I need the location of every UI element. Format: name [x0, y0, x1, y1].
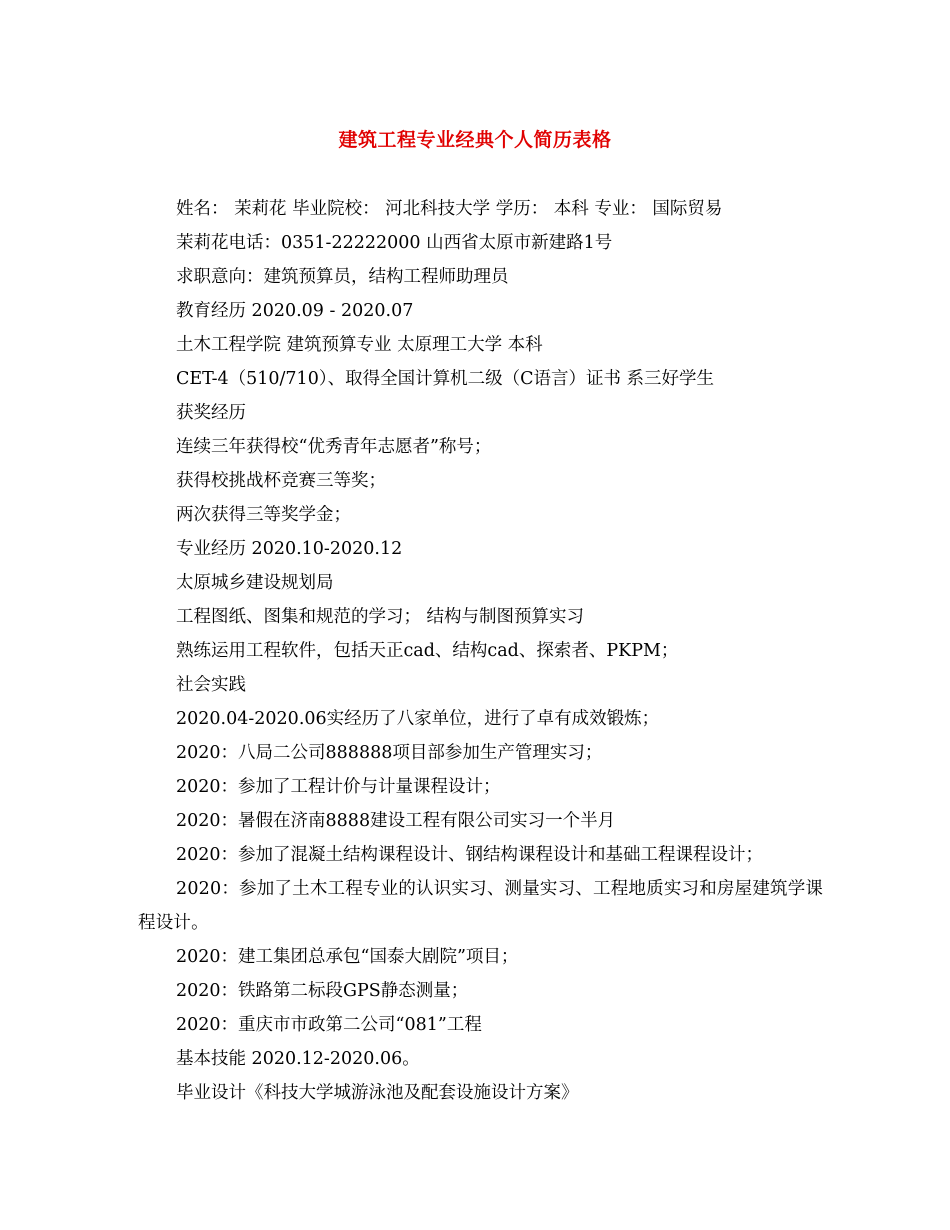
graduation-design-line: 毕业设计《科技大学城游泳池及配套设施设计方案》	[176, 1083, 579, 1103]
job-objective-line: 求职意向：建筑预算员，结构工程师助理员	[176, 267, 509, 287]
practice-item: 2020：建工集团总承包“国泰大剧院”项目；	[176, 947, 519, 967]
professional-item: 工程图纸、图集和规范的学习； 结构与制图预算实习	[176, 607, 585, 627]
practice-item: 2020：参加了工程计价与计量课程设计；	[176, 777, 501, 797]
practice-item: 2020.04-2020.06实经历了八家单位，进行了卓有成效锻炼；	[176, 709, 660, 729]
practice-item: 2020：参加了土木工程专业的认识实习、测量实习、工程地质实习和房屋建筑学课程设计。	[138, 879, 824, 933]
resume-body	[138, 192, 828, 1110]
contact-line: 茉莉花电话：0351-22222000 山西省太原市新建路1号	[176, 233, 613, 253]
award-item: 连续三年获得校“优秀青年志愿者”称号；	[176, 437, 492, 457]
award-item: 获得校挑战杯竞赛三等奖；	[176, 471, 386, 491]
professional-heading: 专业经历 2020.10-2020.12	[176, 539, 403, 559]
awards-heading: 获奖经历	[176, 403, 246, 423]
award-item: 两次获得三等奖学金；	[176, 505, 351, 525]
professional-item: 熟练运用工程软件，包括天正cad、结构cad、探索者、PKPM；	[176, 641, 679, 661]
practice-item: 2020：八局二公司888888项目部参加生产管理实习；	[176, 743, 603, 763]
basic-info-line: 姓名： 茉莉花 毕业院校： 河北科技大学 学历： 本科 专业： 国际贸易	[176, 199, 723, 219]
education-detail: 土木工程学院 建筑预算专业 太原理工大学 本科	[176, 335, 543, 355]
skills-heading: 基本技能 2020.12-2020.06。	[176, 1049, 420, 1069]
practice-item: 2020：参加了混凝土结构课程设计、钢结构课程设计和基础工程课程设计；	[176, 845, 764, 865]
practice-item: 2020：暑假在济南8888建设工程有限公司实习一个半月	[176, 811, 616, 831]
professional-org: 太原城乡建设规划局	[176, 573, 334, 593]
education-heading: 教育经历 2020.09 - 2020.07	[176, 301, 414, 321]
practice-heading: 社会实践	[176, 675, 246, 695]
document-title: 建筑工程专业经典个人简历表格	[338, 129, 612, 151]
certificates-line: CET-4（510/710）、取得全国计算机二级（C语言）证书 系三好学生	[176, 369, 715, 389]
practice-item: 2020：重庆市市政第二公司“081”工程	[176, 1015, 482, 1035]
practice-item: 2020：铁路第二标段GPS静态测量；	[176, 981, 469, 1001]
